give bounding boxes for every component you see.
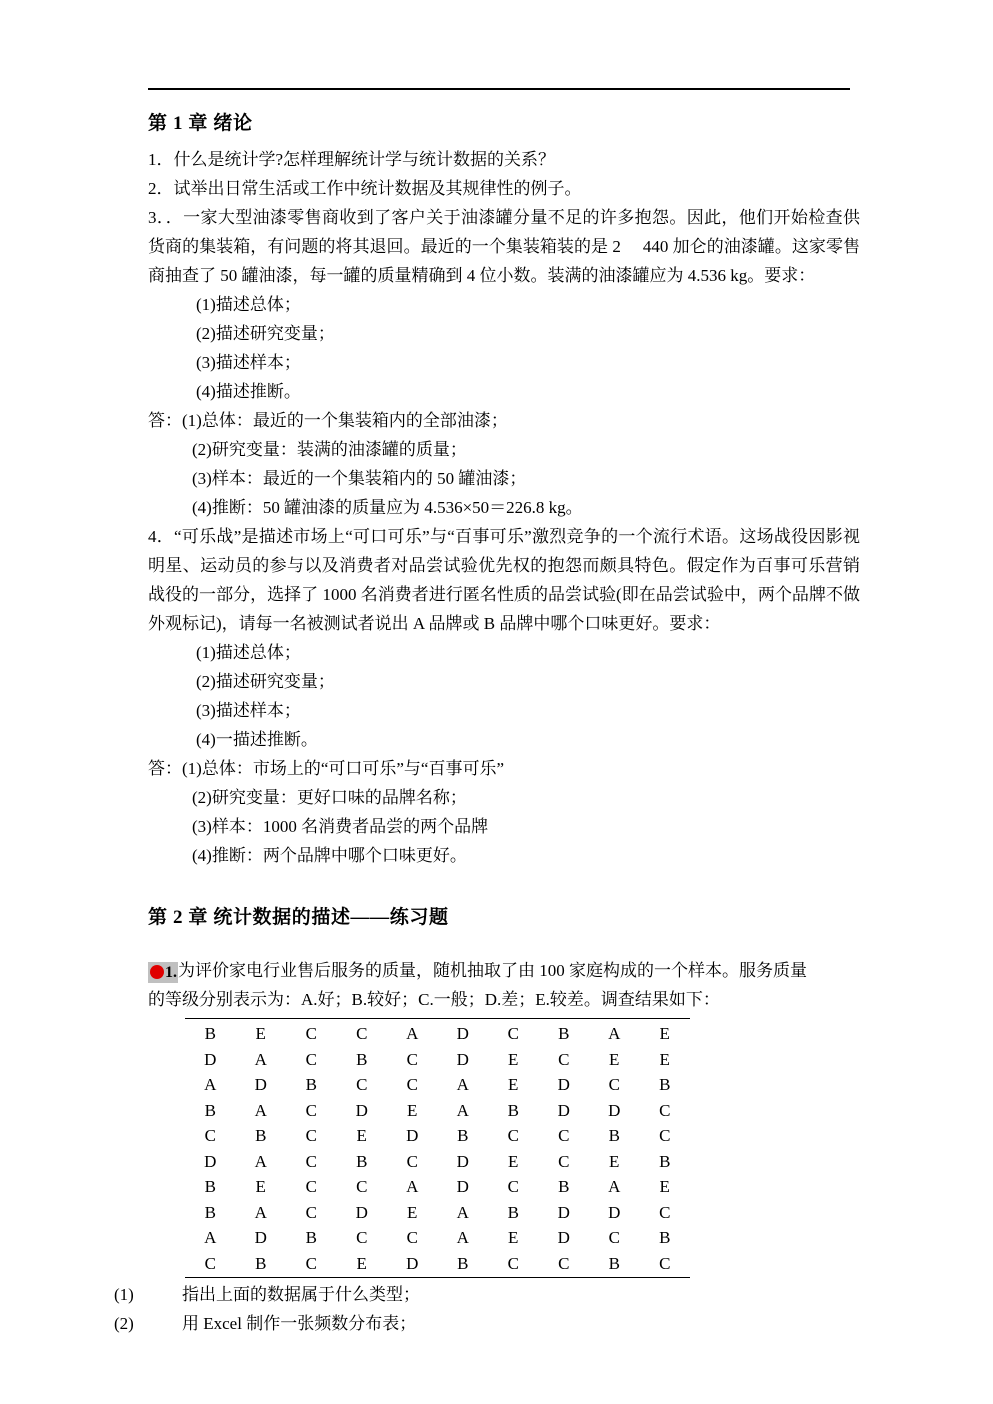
q3-answer-1-text: (1)总体：最近的一个集装箱内的全部油漆； [182,410,508,430]
table-row [185,1098,690,1124]
data-cell: C [608,1228,620,1247]
question-bullet-highlight [148,962,178,983]
data-cell: C [507,1253,519,1273]
data-cell: A [608,1024,621,1043]
q4-answer-3: (3)样本：1000 名消费者品尝的两个品牌 [192,816,489,836]
question-3-text-part1: 3．．一家大型油漆零售商收到了客户关于油漆罐分量不足的许多抱怨。因此，他们开始检查供货商的集装箱，有问题的将其退回。最近的一个集装箱装的是 2 [148,207,860,256]
q3-subitem-1: (1)描述总体； [196,294,301,314]
data-cell: C [507,1024,519,1043]
data-cell: C [608,1075,620,1094]
data-cell: C [356,1075,368,1094]
q3-answer-2: (2)研究变量：装满的油漆罐的质量； [192,439,467,459]
table-row [185,1174,690,1200]
data-cell: A [456,1075,469,1094]
data-cell: B [659,1228,671,1247]
q3-answer-4: (4)推断：50 罐油漆的质量应为 4.536×50＝226.8 kg。 [192,497,583,517]
data-cell: D [204,1049,217,1069]
data-cell: C [659,1253,671,1273]
document-content [114,110,861,1338]
data-cell: E [659,1024,670,1043]
data-cell: C [406,1049,418,1069]
q4-answer-1 [148,754,860,783]
data-cell: E [255,1177,266,1196]
data-cell: D [557,1202,570,1222]
q3-subitem-3: (3)描述样本； [196,352,301,372]
q4-subitem-4: (4)一描述推断。 [196,729,318,749]
table-row [185,1149,690,1175]
footer-item-1 [114,1280,860,1309]
q4-answer-4: (4)推断：两个品牌中哪个口味更好。 [192,845,467,865]
data-cell: A [456,1100,469,1120]
chapter1-question-1: 1．什么是统计学?怎样理解统计学与统计数据的关系？ [148,149,556,169]
header-divider-rule [148,88,850,90]
q3-subitem-2: (2)描述研究变量； [196,323,335,343]
footer-item-1-number: (1) [114,1285,134,1304]
data-cell: C [558,1253,570,1273]
data-cell: E [407,1100,418,1120]
red-circle-bullet-icon [150,965,164,979]
q4-subitem-1: (1)描述总体； [196,642,301,662]
chapter1-question-3 [148,203,860,290]
data-cell: A [254,1202,267,1222]
data-cell: C [305,1151,317,1171]
data-cell: C [659,1202,671,1222]
q4-answer-2: (2)研究变量：更好口味的品牌名称； [192,787,467,807]
survey-data-table [185,1018,690,1278]
data-cell: D [254,1228,267,1247]
data-cell: C [356,1228,368,1247]
data-cell: C [659,1100,671,1120]
data-cell: C [406,1228,418,1247]
data-cell: B [204,1024,216,1043]
data-cell: B [507,1202,519,1222]
data-cell: A [456,1228,469,1247]
data-cell: B [305,1228,317,1247]
data-cell: D [557,1228,570,1247]
data-cell: C [406,1151,418,1171]
data-cell: B [204,1177,216,1196]
data-cell: D [608,1100,621,1120]
q4-subitem-3: (3)描述样本； [196,700,301,720]
data-cell: C [558,1049,570,1069]
data-cell: B [255,1126,267,1145]
data-cell: B [204,1100,216,1120]
data-cell: B [305,1075,317,1094]
data-cell: D [254,1075,267,1094]
data-cell: A [406,1024,419,1043]
chapter2-question-1-block [114,956,860,1338]
data-cell: D [406,1126,419,1145]
table-row [185,1251,690,1278]
table-row [185,1072,690,1098]
data-cell: C [356,1024,368,1043]
data-cell: D [355,1100,368,1120]
data-cell: B [608,1253,620,1273]
data-cell: D [608,1202,621,1222]
chapter2-question-1-text1: 为评价家电行业售后服务的质量，随机抽取了由 100 家庭构成的一个样本。服务质量 [178,961,807,980]
data-cell: C [305,1202,317,1222]
data-cell: E [255,1024,266,1043]
data-cell: D [204,1151,217,1171]
q4-answer-1-text: (1)总体：市场上的“可口可乐”与“百事可乐” [182,758,505,778]
data-cell: C [507,1177,519,1196]
data-cell: A [204,1075,217,1094]
data-cell: E [356,1126,367,1145]
q3-answer-label: 答： [148,410,182,430]
footer-item-2-number: (2) [114,1314,134,1333]
data-cell: E [356,1253,367,1273]
data-cell: B [457,1253,469,1273]
data-cell: B [558,1024,570,1043]
data-cell: C [406,1075,418,1094]
data-cell: C [356,1177,368,1196]
data-cell: C [204,1253,216,1273]
data-cell: B [255,1253,267,1273]
data-cell: D [557,1075,570,1094]
table-row [185,1200,690,1226]
data-cell: C [305,1049,317,1069]
data-cell: B [457,1126,469,1145]
data-cell: E [609,1151,620,1171]
data-cell: C [659,1126,671,1145]
data-cell: D [557,1100,570,1120]
data-cell: A [254,1049,267,1069]
data-cell: D [406,1253,419,1273]
chapter2-question-1-line2: 的等级分别表示为：A.好；B.较好；C.一般；D.差；E.较差。调查结果如下： [148,990,720,1009]
data-cell: B [608,1126,620,1145]
data-cell: E [407,1202,418,1222]
data-cell: E [659,1177,670,1196]
data-cell: E [609,1049,620,1069]
data-cell: A [608,1177,621,1196]
q3-subitem-4: (4)描述推断。 [196,381,301,401]
data-cell: C [204,1126,216,1145]
chapter1-question-2: 2．试举出日常生活或工作中统计数据及其规律性的例子。 [148,178,582,198]
data-cell: C [558,1126,570,1145]
data-cell: B [558,1177,570,1196]
q4-answer-label: 答： [148,758,182,778]
data-cell: D [456,1024,469,1043]
footer-item-1-text: 指出上面的数据属于什么类型； [182,1285,420,1304]
data-cell: C [305,1253,317,1273]
data-cell: E [508,1049,519,1069]
footer-item-2-text: 用 Excel 制作一张频数分布表； [182,1314,417,1333]
table-row [185,1019,690,1047]
data-cell: D [456,1151,469,1171]
data-cell: D [456,1177,469,1196]
survey-data-table-body [185,1019,690,1278]
data-cell: C [507,1126,519,1145]
data-cell: A [254,1151,267,1171]
data-cell: B [659,1151,671,1171]
data-cell: B [356,1151,368,1171]
data-cell: E [659,1049,670,1069]
table-row [185,1047,690,1073]
data-cell: C [305,1177,317,1196]
chapter1-question-4: 4．“可乐战”是描述市场上“可口可乐”与“百事可乐”激烈竞争的一个流行术语。这场战役因影视明星、运动员的参与以及消费者对品尝试验优先权的抱怨而颇具特色。假定作为百事可乐营销战役的一部分，选择了 1000 名消费者进行匿名性质的品尝试验(即在品尝试验中，两个品牌不做外观标记)，请每一名被测试者说出 A 品牌或 B 品牌中哪个口味更好。要求： [148,526,860,633]
q4-subitem-2: (2)描述研究变量； [196,671,335,691]
data-cell: E [508,1075,519,1094]
chapter-1-heading: 第 1 章 绪论 [148,113,253,134]
q3-answer-1 [148,406,860,435]
chapter-2-heading: 第 2 章 统计数据的描述——练习题 [148,906,449,928]
data-cell: E [508,1228,519,1247]
q3-answer-3: (3)样本：最近的一个集装箱内的 50 罐油漆； [192,468,527,488]
data-cell: E [508,1151,519,1171]
data-cell: D [456,1049,469,1069]
data-cell: D [355,1202,368,1222]
data-cell: C [305,1024,317,1043]
data-cell: B [356,1049,368,1069]
data-cell: A [254,1100,267,1120]
data-cell: C [305,1126,317,1145]
question-3-text-part2: 440 加仑的油漆罐。这家零售商抽查了 50 罐油漆，每一罐的质量精确到 4 位小数。装满的油漆罐应为 4.536 kg。要求： [148,236,861,285]
question-1-footer-items [114,1280,860,1338]
footer-item-2 [114,1309,860,1338]
table-row [185,1123,690,1149]
data-cell: C [558,1151,570,1171]
question-bullet-number: 1. [165,964,177,981]
chapter2-question-1-line1 [148,956,860,985]
data-cell: B [204,1202,216,1222]
data-cell: A [204,1228,217,1247]
table-row [185,1225,690,1251]
data-cell: C [305,1100,317,1120]
data-cell: B [659,1075,671,1094]
data-cell: A [406,1177,419,1196]
data-cell: B [507,1100,519,1120]
data-cell: A [456,1202,469,1222]
